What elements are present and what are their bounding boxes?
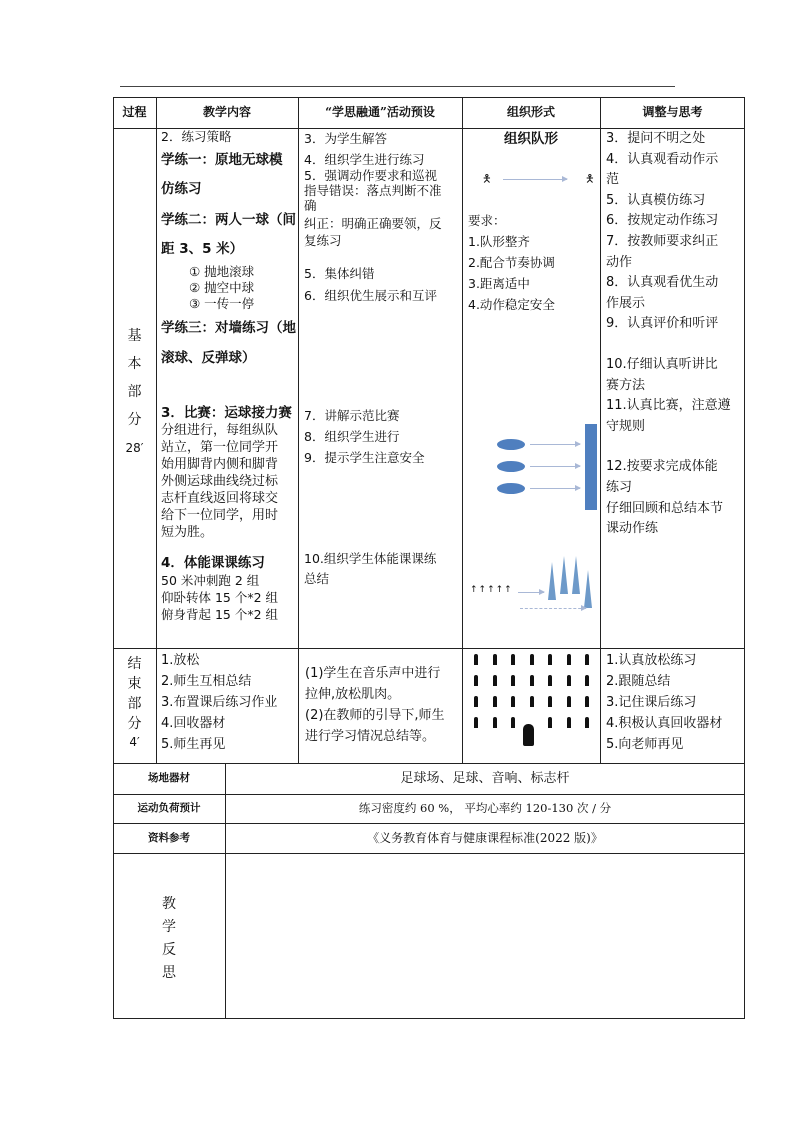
- col-divider-2: [298, 97, 299, 763]
- ending-activity: (1)学生在音乐声中进行 拉伸,放松肌肉。 (2)在教师的引导下,师生 进行学习情况总结等。: [305, 666, 445, 744]
- student-icon: [585, 675, 589, 686]
- player-group-icon: [497, 461, 525, 472]
- student-icon: [474, 696, 478, 707]
- header-organization: 组织形式: [506, 105, 555, 119]
- equipment-value: 足球场、足球、音响、标志杆: [400, 771, 570, 786]
- basic-stage-label: 基 本 部 分 28′: [113, 322, 156, 462]
- ending-reflection: 1.认真放松练习 2.跟随总结 3.记住课后练习 4.积极认真回收器材 5.向老师再见: [606, 653, 723, 752]
- student-icon: [567, 675, 571, 686]
- player-group-icon: [497, 483, 525, 494]
- formation-title: 组织队形: [504, 131, 558, 147]
- load-value: 练习密度约 60 %， 平均心率约 120-130 次 / 分: [358, 801, 612, 815]
- load-label: 运动负荷预计: [137, 802, 201, 814]
- student-icon: [548, 654, 552, 665]
- student-icon: [585, 696, 589, 707]
- reference-value: 《义务教育体育与健康课程标准(2022 版)》: [367, 831, 603, 845]
- student-icon: [567, 717, 571, 728]
- student-icon: [530, 654, 534, 665]
- student-icon: [511, 717, 515, 728]
- kick-arrow: [530, 466, 580, 467]
- marker-pole-icon: [548, 562, 556, 600]
- student-icon: [511, 654, 515, 665]
- reference-label: 资料参考: [148, 832, 190, 844]
- basic-reflection: 3．提问不明之处 4．认真观看动作示 范 5．认真模仿练习 6．按规定动作练习 7．按教师要求纠正 动作 8．认真观看优生动 作展示 9．认真评价和听评 10.仔细认真听讲比 赛方法 11.认真比赛，注意遵 守规则 12.按要求完成体能 练习 仔细回顾和总结本节 课动作练: [606, 131, 731, 537]
- student-icon: [511, 675, 515, 686]
- player-group-icon: [497, 439, 525, 450]
- marker-pole-icon: [584, 570, 592, 608]
- student-icon: [474, 675, 478, 686]
- header-content: 教学内容: [202, 105, 251, 119]
- student-icon: [493, 675, 497, 686]
- header-reflection: 调整与思考: [642, 105, 703, 119]
- pass-arrow: [503, 179, 567, 180]
- col-divider-4: [600, 97, 601, 763]
- student-icon: [548, 696, 552, 707]
- header-stage: 过程: [122, 105, 147, 119]
- col-divider-3: [462, 97, 463, 763]
- kick-arrow: [530, 488, 580, 489]
- ending-stage-label: 结 束 部 分 4′: [113, 654, 156, 750]
- runner-row-icon: ↑↑↑↑↑: [470, 585, 513, 595]
- ending-time: 4′: [129, 735, 140, 749]
- header-activity: “学思融通”活动预设: [325, 105, 435, 119]
- run-arrow: [518, 592, 544, 593]
- teaching-reflection-label: 教 学 反 思: [162, 896, 176, 981]
- student-icon: [493, 654, 497, 665]
- student-icon: [530, 696, 534, 707]
- student-icon: [585, 654, 589, 665]
- student-icon: [493, 696, 497, 707]
- student-icon: [567, 696, 571, 707]
- student-icon: [474, 654, 478, 665]
- teaching-reflection-area[interactable]: [226, 854, 744, 1018]
- kick-arrow: [530, 444, 580, 445]
- student-icon: [567, 654, 571, 665]
- wall-icon: [585, 424, 597, 510]
- student-icon: [474, 717, 478, 728]
- teacher-icon: [523, 724, 534, 746]
- ending-content: 1.放松 2.师生互相总结 3.布置课后练习作业 4.回收器材 5.师生再见: [161, 653, 278, 752]
- person-icon: 🯅: [482, 172, 492, 185]
- marker-pole-icon: [572, 556, 580, 594]
- student-icon: [493, 717, 497, 728]
- student-icon: [511, 696, 515, 707]
- top-rule: [120, 86, 675, 87]
- return-arrow: [520, 608, 586, 609]
- marker-pole-icon: [560, 556, 568, 594]
- basic-divider: [113, 648, 745, 649]
- basic-activity: 3．为学生解答 4．组织学生进行练习 5．强调动作要求和巡视 指导错误：落点判断不准 确 纠正：明确正确要领，反 复练习 5．集体纠错 6．组织优生展示和互评 7．讲解示范比赛 8．组织学生进行 9．提示学生注意安全 10.组织学生体能课课练 总结: [304, 131, 442, 586]
- col-divider-1: [156, 97, 157, 763]
- basic-content: 2．练习策略 学练一：原地无球模 仿练习 学练二：两人一球（间 距 3、5 米） ① 抛地滚球 ② 抛空中球 ③ 一传一停 学练三：对墙练习（地 滚球、反弹球） 3．比赛：运球接力赛 分组进行，每组纵队 站立，第一位同学开 始用脚背内侧和脚背 外侧运球曲线绕过标 志杆直线返回将球交 给下一位同学，用时 短为胜。 4．体能课课练习 50 米冲刺跑 2 组 仰卧转体 15 个*2 组 俯身背起 15 个*2 组: [161, 129, 296, 622]
- person-icon: 🯅: [585, 172, 595, 185]
- student-icon: [548, 675, 552, 686]
- formation-requirements: 要求： 1.队形整齐 2.配合节奏协调 3.距离适中 4.动作稳定安全: [468, 213, 555, 312]
- equipment-label: 场地器材: [148, 772, 190, 784]
- basic-time: 28′: [125, 441, 144, 455]
- student-icon: [530, 675, 534, 686]
- student-icon: [585, 717, 589, 728]
- student-icon: [548, 717, 552, 728]
